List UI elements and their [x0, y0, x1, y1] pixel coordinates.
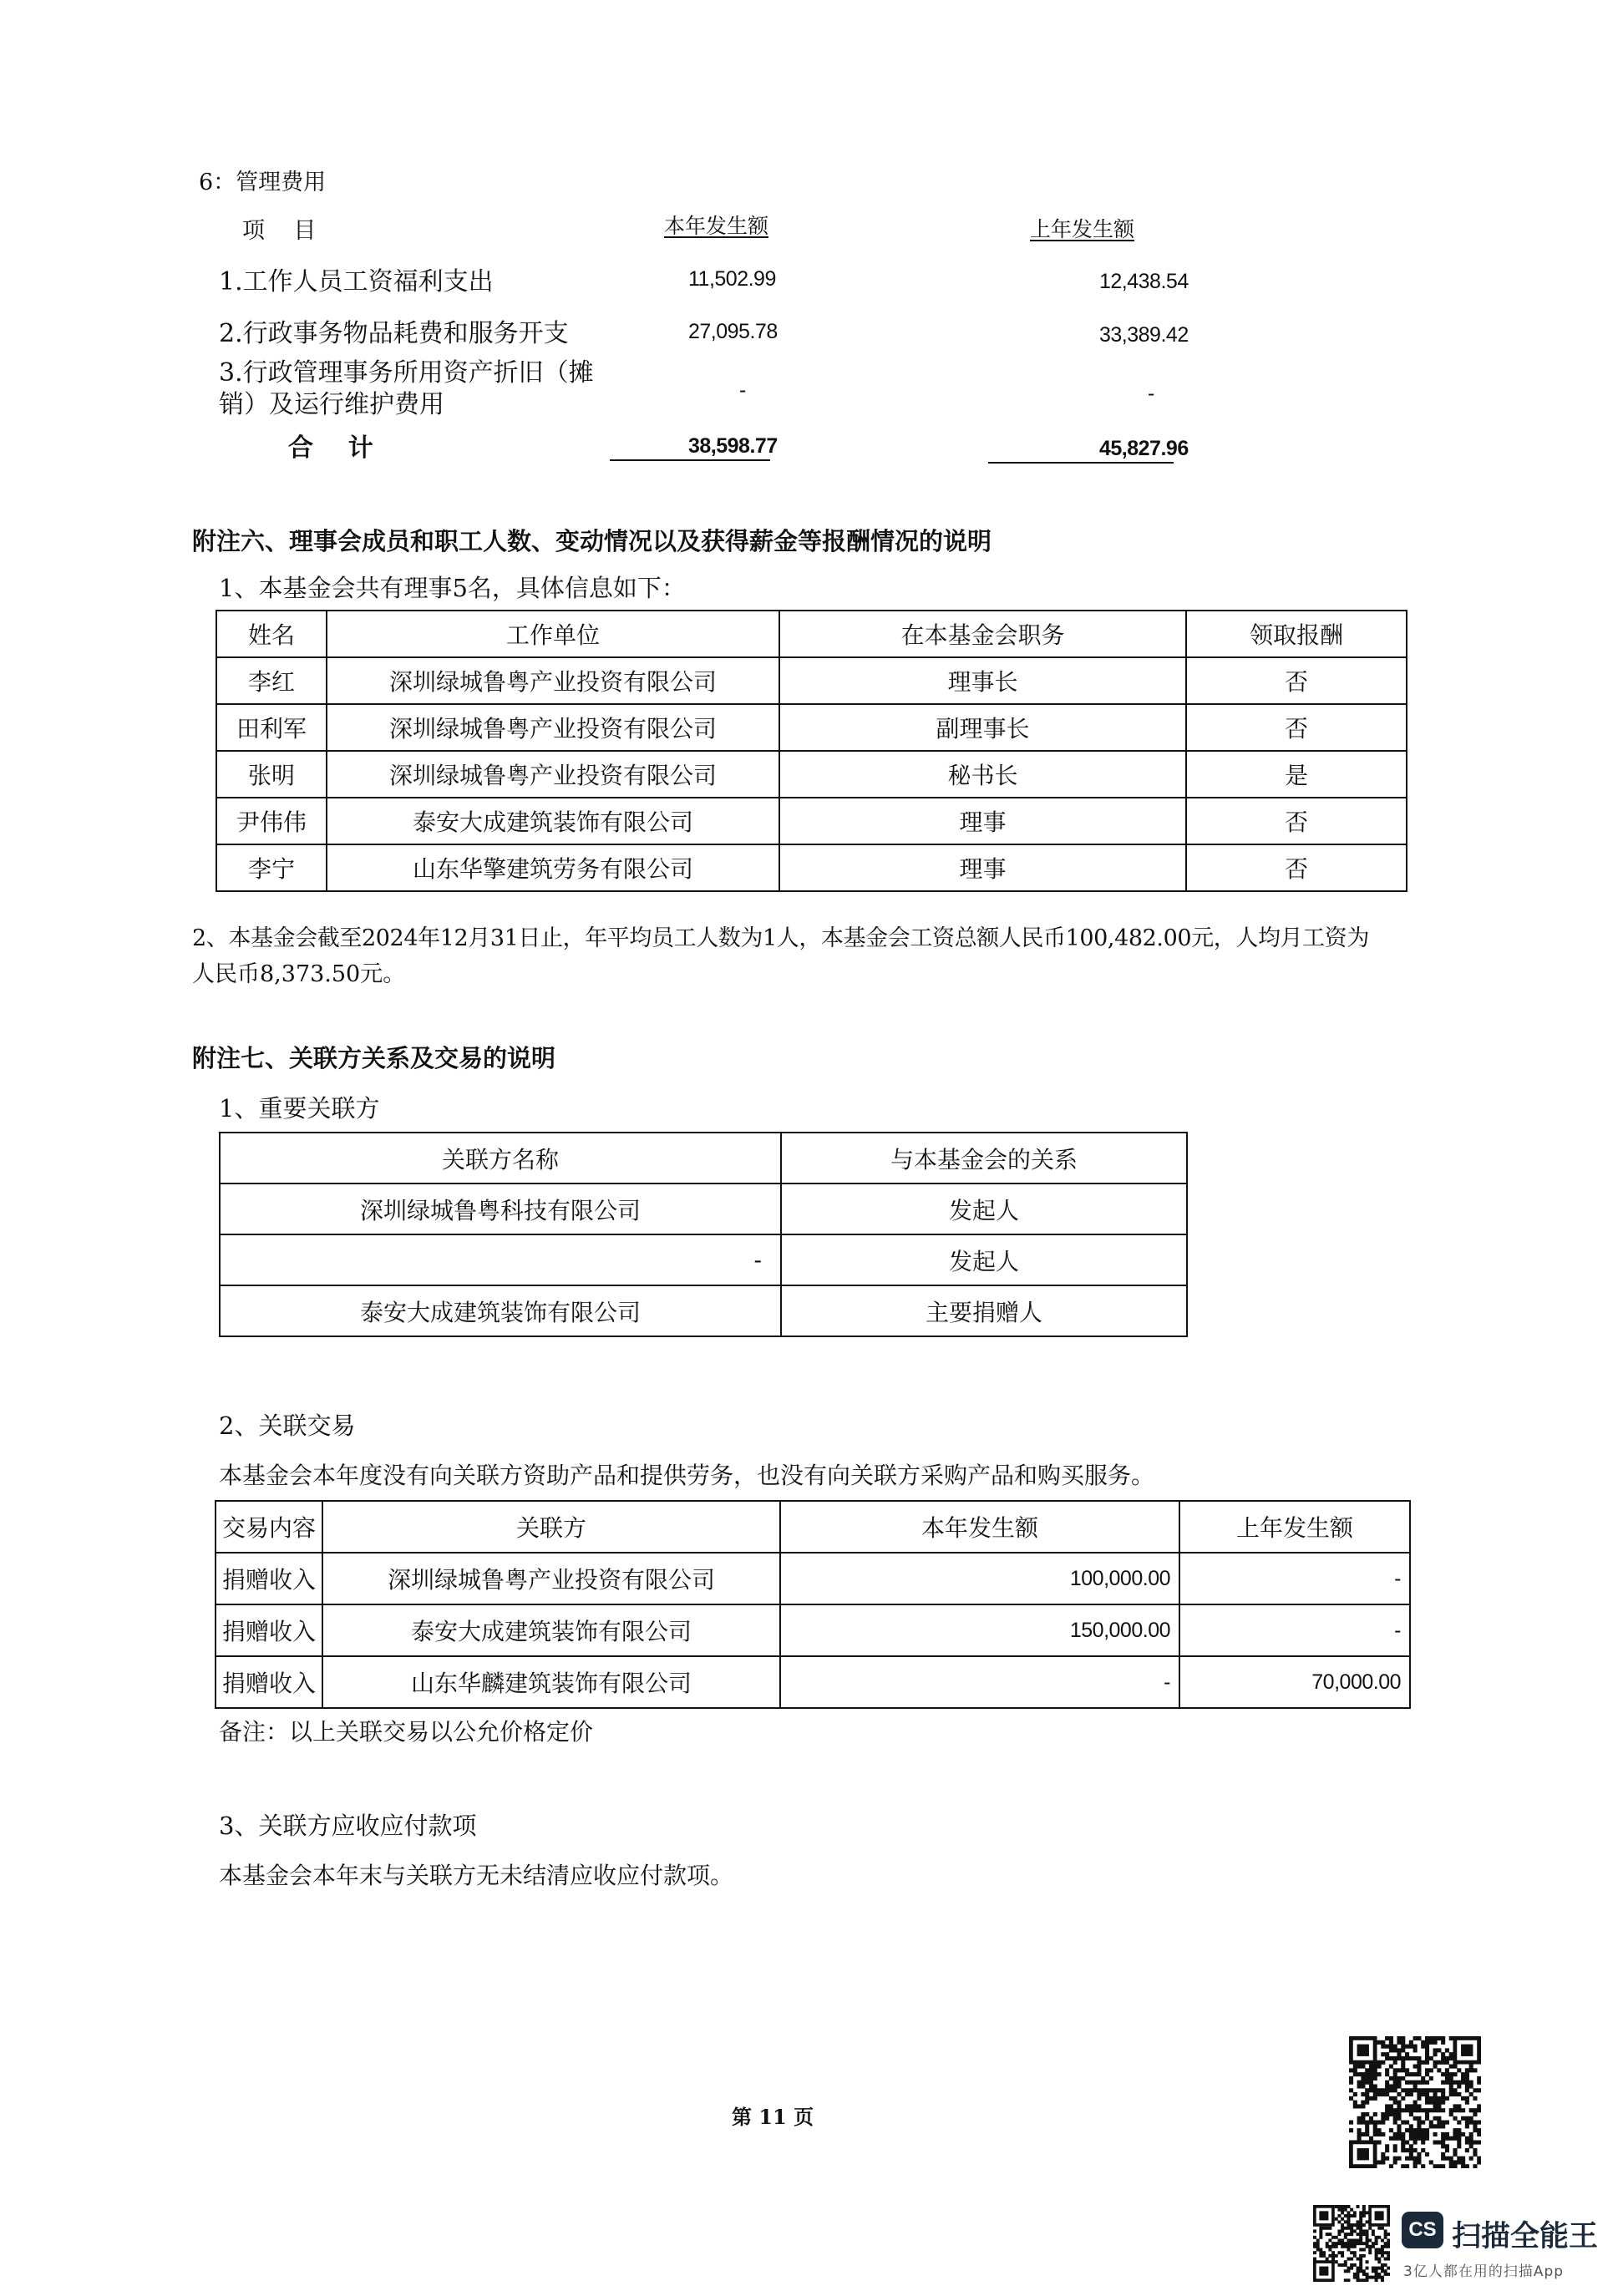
table-row: [216, 798, 1407, 844]
transactions-table: [215, 1500, 1411, 1709]
section-title: 6：管理费用: [199, 170, 327, 195]
table-row: [220, 1183, 1187, 1234]
column-header-previous: 上年发生额: [1030, 217, 1135, 241]
table-cell: -: [1179, 1553, 1410, 1604]
trustees-table: [216, 610, 1407, 892]
expense-row-previous: 33,389.42: [1099, 323, 1189, 347]
expense-row-previous: -: [1148, 382, 1154, 405]
note7-remark: 备注：以上关联交易以公允价格定价: [219, 1718, 594, 1746]
table-header: 领取报酬: [1186, 611, 1407, 657]
table-cell: 70,000.00: [1179, 1656, 1410, 1708]
table-cell: 否: [1186, 844, 1407, 891]
table-cell: 否: [1186, 657, 1407, 704]
table-cell: 发起人: [781, 1183, 1187, 1234]
expense-row-label: 2.行政事务物品耗费和服务开支: [219, 319, 569, 348]
expense-row-current: 27,095.78: [688, 320, 778, 343]
note7-item2: 2、关联交易: [219, 1412, 356, 1440]
table-cell: 发起人: [781, 1234, 1187, 1285]
note6-item2: 2、本基金会截至2024年12月31日止，年平均员工人数为1人，本基金会工资总额人民币100,482.00元，人均月工资为: [192, 925, 1369, 951]
total-current: 38,598.77: [688, 434, 778, 458]
table-cell: 尹伟伟: [216, 798, 327, 844]
page-number: 第 11 页: [732, 2105, 814, 2129]
table-header: 关联方名称: [220, 1133, 781, 1183]
table-cell: 山东华麟建筑装饰有限公司: [322, 1656, 780, 1708]
table-header: 工作单位: [327, 611, 779, 657]
table-cell: 捐赠收入: [216, 1656, 322, 1708]
expense-row-label: 销）及运行维护费用: [219, 390, 444, 419]
table-cell: 张明: [216, 751, 327, 798]
expense-row-previous: 12,438.54: [1099, 270, 1189, 293]
column-header-item: 项 目: [242, 218, 317, 244]
table-cell: 150,000.00: [780, 1604, 1179, 1656]
table-cell: 100,000.00: [780, 1553, 1179, 1604]
note7-item3-desc: 本基金会本年末与关联方无未结清应收应付款项。: [219, 1862, 734, 1889]
table-cell: 泰安大成建筑装饰有限公司: [220, 1285, 781, 1336]
table-cell: 副理事长: [779, 704, 1186, 751]
note6-item1: 1、本基金会共有理事5名，具体信息如下：: [219, 574, 686, 602]
qr-code-small: [1313, 2205, 1390, 2282]
scanner-app-name: 扫描全能王: [1452, 2220, 1599, 2253]
table-row: [216, 1656, 1410, 1708]
table-cell: 理事: [779, 798, 1186, 844]
table-cell: 深圳绿城鲁粤科技有限公司: [220, 1183, 781, 1234]
expense-row-label: 1.工作人员工资福利支出: [219, 267, 494, 297]
table-cell: 山东华擎建筑劳务有限公司: [327, 844, 779, 891]
note7-item3: 3、关联方应收应付款项: [219, 1812, 477, 1840]
note7-heading: 附注七、关联方关系及交易的说明: [192, 1044, 556, 1072]
note7-item2-desc: 本基金会本年度没有向关联方资助产品和提供劳务，也没有向关联方采购产品和购买服务。: [219, 1462, 1155, 1489]
table-row: [216, 704, 1407, 751]
table-cell: 深圳绿城鲁粤产业投资有限公司: [327, 704, 779, 751]
table-header: 在本基金会职务: [779, 611, 1186, 657]
total-top-line: [988, 462, 1174, 464]
table-cell: 秘书长: [779, 751, 1186, 798]
table-header: 与本基金会的关系: [781, 1133, 1187, 1183]
note6-heading: 附注六、理事会成员和职工人数、变动情况以及获得薪金等报酬情况的说明: [192, 527, 992, 555]
table-header: 本年发生额: [780, 1501, 1179, 1553]
table-cell: 泰安大成建筑装饰有限公司: [327, 798, 779, 844]
table-cell: 泰安大成建筑装饰有限公司: [322, 1604, 780, 1656]
table-header: 上年发生额: [1179, 1501, 1410, 1553]
table-cell: 深圳绿城鲁粤产业投资有限公司: [327, 751, 779, 798]
note6-item2: 人民币8,373.50元。: [192, 961, 406, 987]
table-row: [220, 1285, 1187, 1336]
related-parties-table: [219, 1132, 1188, 1337]
table-cell: 理事长: [779, 657, 1186, 704]
total-label: 合 计: [288, 433, 373, 463]
table-cell: 捐赠收入: [216, 1604, 322, 1656]
table-cell: -: [220, 1234, 781, 1285]
table-header: 姓名: [216, 611, 327, 657]
table-cell: -: [1179, 1604, 1410, 1656]
table-cell: -: [780, 1656, 1179, 1708]
table-row: [216, 751, 1407, 798]
expense-row-current: -: [739, 378, 746, 402]
table-cell: 是: [1186, 751, 1407, 798]
table-cell: 田利军: [216, 704, 327, 751]
total-previous: 45,827.96: [1099, 437, 1189, 460]
table-cell: 深圳绿城鲁粤产业投资有限公司: [322, 1553, 780, 1604]
table-row: [216, 1553, 1410, 1604]
qr-code-large: [1349, 2036, 1481, 2168]
table-row: [220, 1234, 1187, 1285]
table-cell: 理事: [779, 844, 1186, 891]
scanner-logo-badge: CS: [1402, 2212, 1443, 2248]
table-cell: 主要捐赠人: [781, 1285, 1187, 1336]
table-cell: 否: [1186, 704, 1407, 751]
table-header: 交易内容: [216, 1501, 322, 1553]
table-row: [216, 657, 1407, 704]
total-top-line: [610, 459, 770, 461]
table-cell: 捐赠收入: [216, 1553, 322, 1604]
table-row: [216, 844, 1407, 891]
expense-row-label: 3.行政管理事务所用资产折旧（摊: [219, 358, 594, 388]
column-header-current: 本年发生额: [664, 214, 769, 238]
scanner-tagline: 3亿人都在用的扫描App: [1403, 2263, 1565, 2280]
expense-row-current: 11,502.99: [688, 267, 776, 291]
table-cell: 李红: [216, 657, 327, 704]
table-cell: 深圳绿城鲁粤产业投资有限公司: [327, 657, 779, 704]
table-cell: 否: [1186, 798, 1407, 844]
note7-item1: 1、重要关联方: [219, 1094, 380, 1123]
table-row: [216, 1604, 1410, 1656]
table-cell: 李宁: [216, 844, 327, 891]
table-header: 关联方: [322, 1501, 780, 1553]
